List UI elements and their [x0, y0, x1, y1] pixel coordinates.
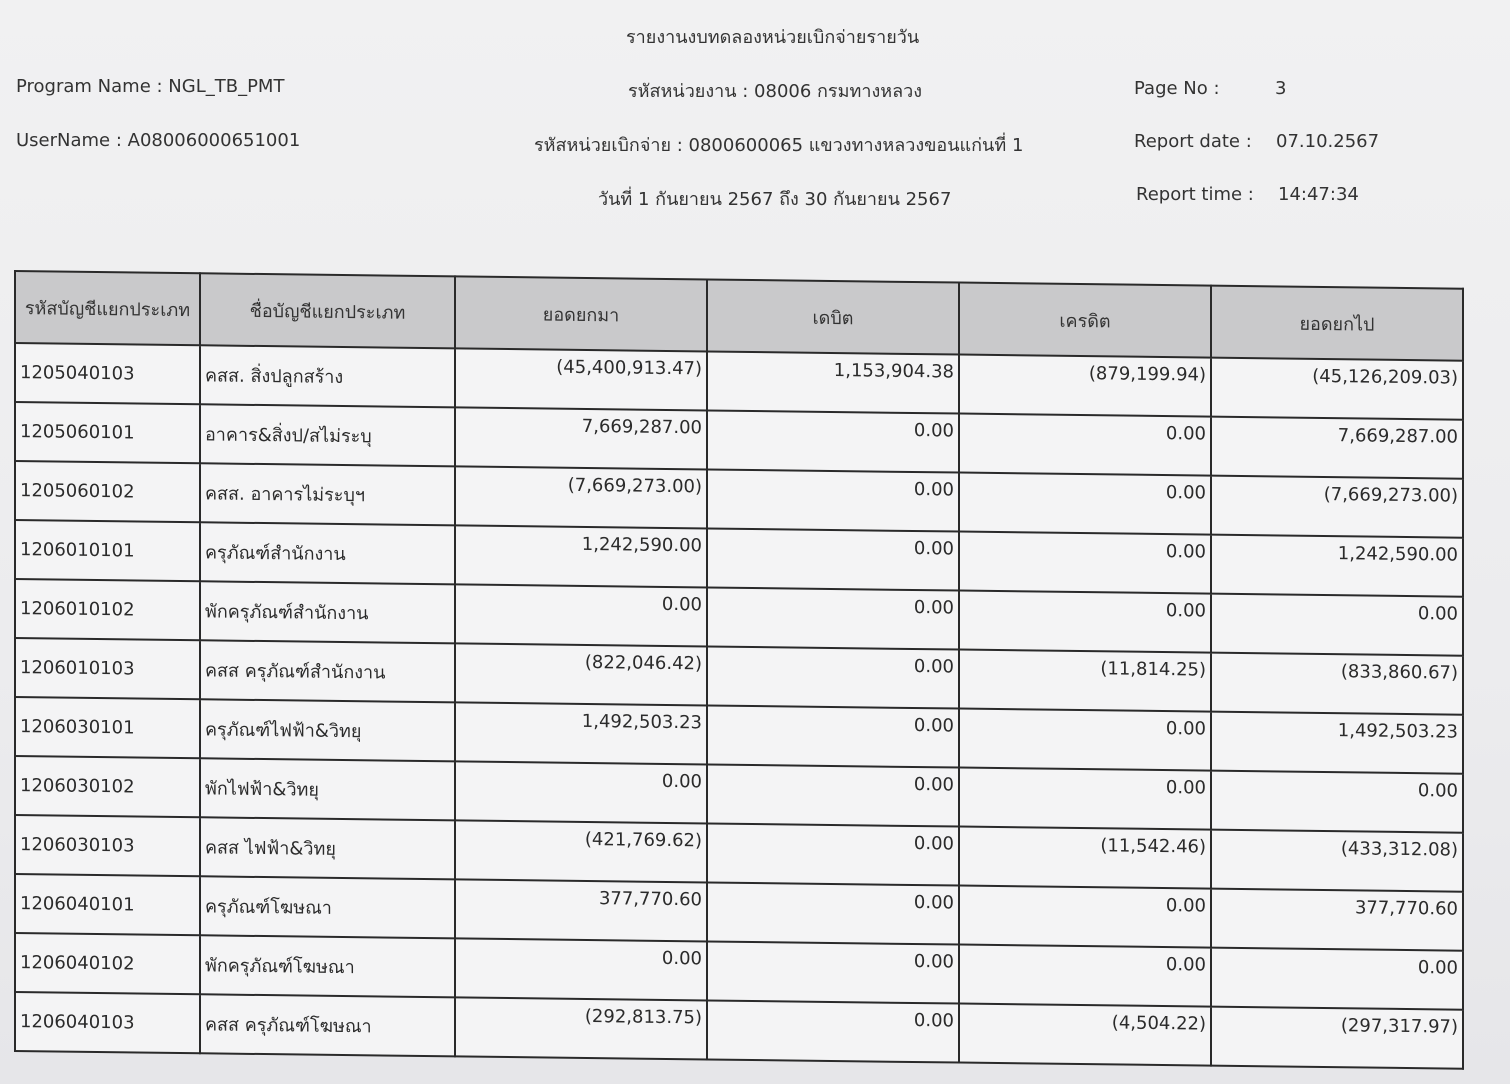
debit-cell: 0.00 [707, 764, 959, 826]
account-code-cell: 1206030102 [15, 756, 200, 817]
debit-cell: 1,153,904.38 [707, 351, 959, 413]
account-name-cell: พักครุภัณฑ์สำนักงาน [200, 581, 455, 643]
account-code-cell: 1205060102 [15, 461, 200, 522]
account-name-cell: คสส. สิ่งปลูกสร้าง [200, 345, 455, 407]
brought-forward-cell: (7,669,273.00) [455, 466, 707, 528]
account-code-cell: 1205040103 [15, 343, 200, 404]
debit-cell: 0.00 [707, 1000, 959, 1062]
credit-cell: 0.00 [959, 414, 1211, 476]
debit-cell: 0.00 [707, 882, 959, 944]
brought-forward-cell: 1,492,503.23 [455, 702, 707, 764]
account-code-cell: 1206040103 [15, 992, 200, 1053]
account-name-cell: ครุภัณฑ์โฆษณา [200, 876, 455, 938]
page-no-label: Page No : [1134, 78, 1220, 99]
account-name-cell: คสส ครุภัณฑ์สำนักงาน [200, 640, 455, 702]
brought-forward-cell: 1,242,590.00 [455, 525, 707, 587]
account-code-cell: 1206030103 [15, 815, 200, 876]
account-code-cell: 1205060101 [15, 402, 200, 463]
carried-forward-cell: 0.00 [1211, 771, 1463, 833]
credit-cell: (4,504.22) [959, 1004, 1211, 1066]
report-period: วันที่ 1 กันยายน 2567 ถึง 30 กันยายน 2567 [598, 189, 952, 210]
report-time-label: Report time : [1136, 184, 1254, 205]
carried-forward-cell: 1,242,590.00 [1211, 535, 1463, 597]
unit-code: รหัสหน่วยงาน : 08006 กรมทางหลวง [628, 81, 923, 102]
brought-forward-cell: (822,046.42) [455, 643, 707, 705]
brought-forward-cell: 7,669,287.00 [455, 407, 707, 469]
report-date-value: 07.10.2567 [1276, 131, 1380, 152]
debit-cell: 0.00 [707, 941, 959, 1003]
debit-cell: 0.00 [707, 646, 959, 708]
account-name-cell: คสส. อาคารไม่ระบุฯ [200, 463, 455, 525]
credit-cell: 0.00 [959, 886, 1211, 948]
col-account-code: รหัสบัญชีแยกประเภท [15, 271, 200, 345]
credit-cell: 0.00 [959, 945, 1211, 1007]
credit-cell: 0.00 [959, 768, 1211, 830]
account-name-cell: คสส ไฟฟ้า&วิทยุ [200, 817, 455, 879]
carried-forward-cell: (297,317.97) [1211, 1007, 1463, 1069]
debit-cell: 0.00 [707, 587, 959, 649]
carried-forward-cell: (7,669,273.00) [1211, 476, 1463, 538]
col-brought-forward: ยอดยกมา [455, 276, 707, 351]
account-code-cell: 1206010101 [15, 520, 200, 581]
carried-forward-cell: 7,669,287.00 [1211, 417, 1463, 479]
col-carried-forward: ยอดยกไป [1211, 286, 1463, 361]
account-code-cell: 1206030101 [15, 697, 200, 758]
account-name-cell: คสส ครุภัณฑ์โฆษณา [200, 994, 455, 1056]
brought-forward-cell: 377,770.60 [455, 879, 707, 941]
brought-forward-cell: 0.00 [455, 584, 707, 646]
account-name-cell: ครุภัณฑ์สำนักงาน [200, 522, 455, 584]
carried-forward-cell: 0.00 [1211, 948, 1463, 1010]
report-title: รายงานงบทดลองหน่วยเบิกจ่ายรายวัน [626, 27, 920, 48]
credit-cell: (879,199.94) [959, 355, 1211, 417]
account-code-cell: 1206010102 [15, 579, 200, 640]
credit-cell: (11,814.25) [959, 650, 1211, 712]
brought-forward-cell: (421,769.62) [455, 820, 707, 882]
debit-cell: 0.00 [707, 469, 959, 531]
trial-balance-table [14, 270, 1464, 1070]
carried-forward-cell: 1,492,503.23 [1211, 712, 1463, 774]
account-name-cell: พักไฟฟ้า&วิทยุ [200, 758, 455, 820]
carried-forward-cell: 0.00 [1211, 594, 1463, 656]
brought-forward-cell: 0.00 [455, 938, 707, 1000]
program-name: Program Name : NGL_TB_PMT [16, 76, 285, 97]
account-code-cell: 1206040101 [15, 874, 200, 935]
carried-forward-cell: (833,860.67) [1211, 653, 1463, 715]
account-name-cell: พักครุภัณฑ์โฆษณา [200, 935, 455, 997]
debit-cell: 0.00 [707, 528, 959, 590]
page-no-value: 3 [1275, 78, 1287, 99]
account-name-cell: ครุภัณฑ์ไฟฟ้า&วิทยุ [200, 699, 455, 761]
debit-cell: 0.00 [707, 705, 959, 767]
carried-forward-cell: 377,770.60 [1211, 889, 1463, 951]
report-time-value: 14:47:34 [1278, 184, 1359, 205]
account-name-cell: อาคาร&สิ่งป/สไม่ระบุ [200, 404, 455, 466]
credit-cell: 0.00 [959, 591, 1211, 653]
brought-forward-cell: (45,400,913.47) [455, 348, 707, 410]
col-debit: เดบิต [707, 279, 959, 354]
account-code-cell: 1206010103 [15, 638, 200, 699]
carried-forward-cell: (45,126,209.03) [1211, 358, 1463, 420]
col-credit: เครดิต [959, 283, 1211, 358]
credit-cell: 0.00 [959, 709, 1211, 771]
credit-cell: 0.00 [959, 532, 1211, 594]
brought-forward-cell: 0.00 [455, 761, 707, 823]
account-code-cell: 1206040102 [15, 933, 200, 994]
brought-forward-cell: (292,813.75) [455, 997, 707, 1059]
debit-cell: 0.00 [707, 410, 959, 472]
carried-forward-cell: (433,312.08) [1211, 830, 1463, 892]
credit-cell: (11,542.46) [959, 827, 1211, 889]
user-name: UserName : A08006000651001 [16, 130, 301, 151]
credit-cell: 0.00 [959, 473, 1211, 535]
report-date-label: Report date : [1134, 131, 1252, 152]
disbursing-unit: รหัสหน่วยเบิกจ่าย : 0800600065 แขวงทางหลวงขอนแก่นที่ 1 [534, 135, 1024, 156]
col-account-name: ชื่อบัญชีแยกประเภท [200, 273, 455, 348]
debit-cell: 0.00 [707, 823, 959, 885]
